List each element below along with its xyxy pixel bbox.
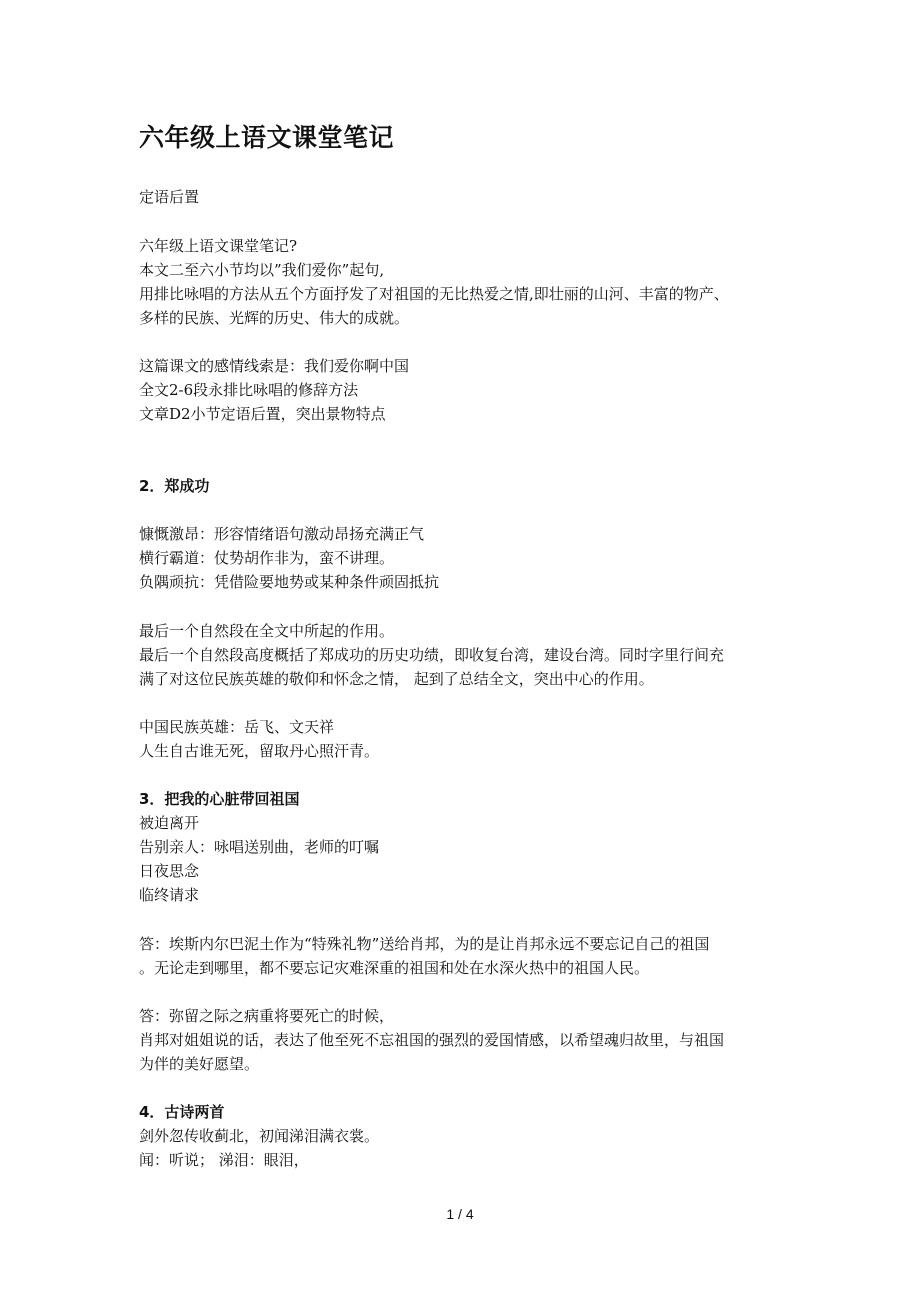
paragraph-line: 多样的民族、光辉的历史、伟大的成就。 bbox=[139, 309, 410, 327]
question-line: 最后一个自然段在全文中所起的作用。 bbox=[139, 622, 395, 640]
note-line: 这篇课文的感情线索是：我们爱你啊中国 bbox=[139, 357, 410, 375]
answer-line: 肖邦对姐姐说的话，表达了他至死不忘祖国的强烈的爱国情感，以希望魂归故里，与祖国 bbox=[139, 1031, 725, 1049]
point-line: 日夜思念 bbox=[139, 862, 200, 880]
answer-line: 答：埃斯内尔巴泥土作为“特殊礼物”送给肖邦，为的是让肖邦永远不要忘记自己的祖国 bbox=[139, 935, 710, 953]
point-line: 被迫离开 bbox=[139, 814, 200, 832]
answer-line: 为伴的美好愿望。 bbox=[139, 1055, 260, 1073]
section-heading: 2．郑成功 bbox=[139, 477, 210, 495]
poem-line: 剑外忽传收蓟北，初闻涕泪满衣裳。 bbox=[139, 1127, 380, 1145]
document-title: 六年级上语文课堂笔记 bbox=[139, 123, 395, 152]
answer-line: 满了对这位民族英雄的敬仰和怀念之情， 起到了总结全文，突出中心的作用。 bbox=[139, 670, 654, 688]
vocab-line: 横行霸道：仗势胡作非为，蛮不讲理。 bbox=[139, 549, 395, 567]
heroes-line: 中国民族英雄：岳飞、文天祥 bbox=[139, 718, 335, 736]
gloss-line: 闻：听说； 涕泪：眼泪， bbox=[139, 1151, 309, 1169]
page-number: 1 / 4 bbox=[446, 1206, 474, 1222]
answer-line: 答：弥留之际之病重将要死亡的时候， bbox=[139, 1007, 395, 1025]
vocab-line: 负隅顽抗：凭借险要地势或某种条件顽固抵抗 bbox=[139, 573, 440, 591]
paragraph-line: 用排比咏唱的方法从五个方面抒发了对祖国的无比热爱之情,即壮丽的山河、丰富的物产、 bbox=[139, 285, 729, 303]
point-line: 临终请求 bbox=[139, 886, 200, 904]
poem-line: 人生自古谁无死，留取丹心照汗青。 bbox=[139, 742, 380, 760]
vocab-line: 慷慨激昂：形容情绪语句激动昂扬充满正气 bbox=[139, 525, 425, 543]
intro-label: 定语后置 bbox=[139, 188, 200, 206]
answer-line: 最后一个自然段高度概括了郑成功的历史功绩，即收复台湾，建设台湾。同时字里行间充 bbox=[139, 646, 725, 664]
section-heading: 4．古诗两首 bbox=[139, 1103, 225, 1121]
paragraph-line: 六年级上语文课堂笔记? bbox=[139, 237, 298, 255]
note-line: 文章D2小节定语后置，突出景物特点 bbox=[139, 405, 386, 423]
section-heading: 3．把我的心脏带回祖国 bbox=[139, 790, 300, 808]
point-line: 告别亲人：咏唱送别曲，老师的叮嘱 bbox=[139, 838, 380, 856]
paragraph-line: 本文二至六小节均以”我们爱你”起句, bbox=[139, 261, 385, 279]
answer-line: 。无论走到哪里，都不要忘记灾难深重的祖国和处在水深火热中的祖国人民。 bbox=[139, 959, 650, 977]
note-line: 全文2-6段永排比咏唱的修辞方法 bbox=[139, 381, 359, 399]
